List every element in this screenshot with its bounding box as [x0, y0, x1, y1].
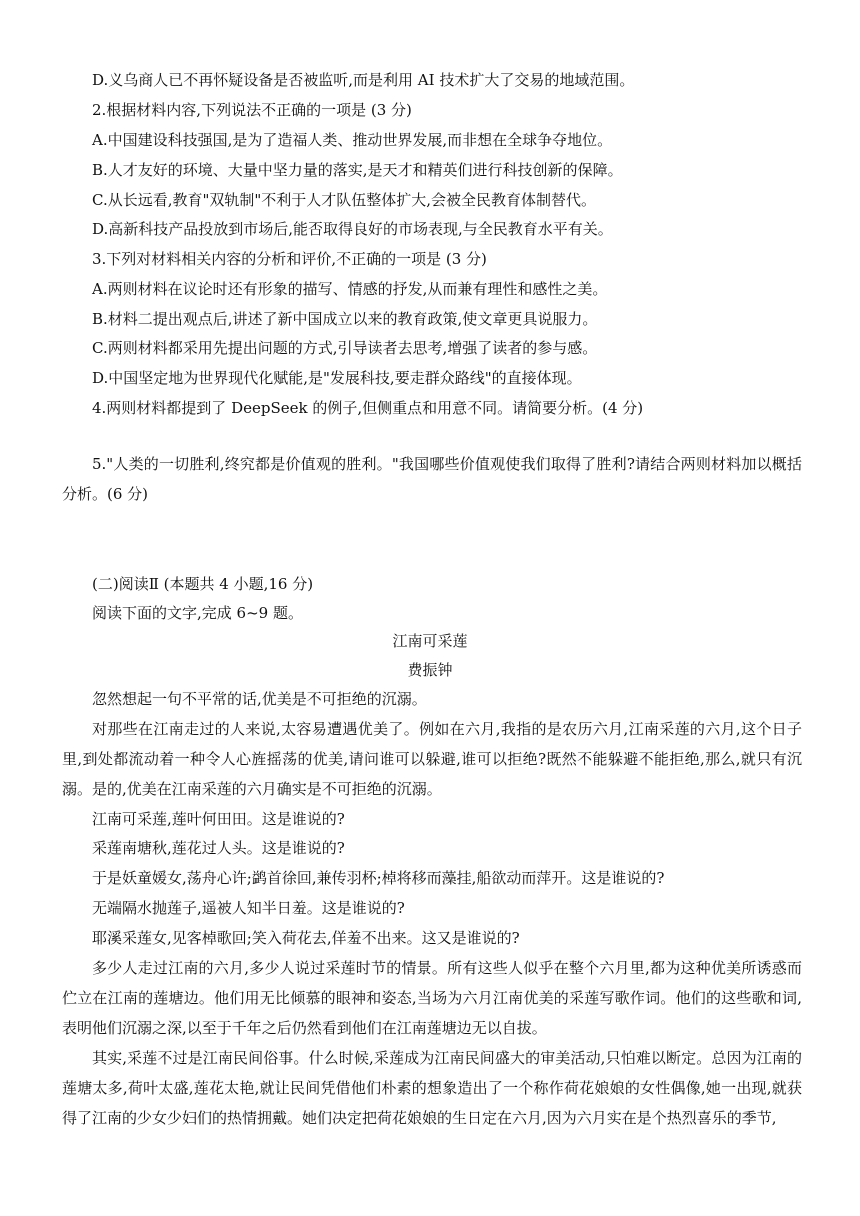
q5-stem: 5."人类的一切胜利,终究都是价值观的胜利。"我国哪些价值观使我们取得了胜利?请结合两则材料加以概括分析。(6 分): [62, 455, 802, 503]
q2-option-b: B.人才友好的环境、大量中坚力量的落实,是天才和精英们进行科技创新的保障。: [92, 161, 623, 179]
q3-option-d: D.中国坚定地为世界现代化赋能,是"发展科技,要走群众路线"的直接体现。: [92, 369, 582, 387]
article-paragraph: 忽然想起一句不平常的话,优美是不可拒绝的沉溺。: [92, 690, 427, 708]
article-paragraph: 对那些在江南走过的人来说,太容易遭遇优美了。例如在六月,我指的是农历六月,江南采莲的六月,这个日子里,到处都流动着一种令人心旌摇荡的优美,请问谁可以躲避,谁可以拒绝?既然不能躲避不能拒绝,那么,就只有沉溺。是的,优美在江南采莲的六月确实是不可拒绝的沉溺。: [62, 720, 802, 798]
article-paragraph: 其实,采莲不过是江南民间俗事。什么时候,采莲成为江南民间盛大的审美活动,只怕难以断定。总因为江南的莲塘太多,荷叶太盛,莲花太艳,就让民间凭借他们朴素的想象造出了一个称作荷花娘娘的女性偶像,她一出现,就获得了江南的少女少妇们的热情拥戴。她们决定把荷花娘娘的生日定在六月,因为六月实在是个热烈喜乐的季节,: [62, 1049, 802, 1127]
q3-stem: 3.下列对材料相关内容的分析和评价,不正确的一项是 (3 分): [92, 250, 487, 268]
q2-option-d: D.高新科技产品投放到市场后,能否取得良好的市场表现,与全民教育水平有关。: [92, 220, 613, 238]
q2-option-c: C.从长远看,教育"双轨制"不利于人才队伍整体扩大,会被全民教育体制替代。: [92, 191, 597, 209]
article-paragraph: 江南可采莲,莲叶何田田。这是谁说的?: [92, 810, 345, 828]
article-title: 江南可采莲: [392, 632, 468, 650]
q3-option-c: C.两则材料都采用先提出问题的方式,引导读者去思考,增强了读者的参与感。: [92, 339, 598, 357]
q4-stem: 4.两则材料都提到了 DeepSeek 的例子,但侧重点和用意不同。请简要分析。(4 分): [92, 399, 644, 417]
section-heading: (二)阅读Ⅱ (本题共 4 小题,16 分): [92, 575, 314, 593]
q3-option-a: A.两则材料在议论时还有形象的描写、情感的抒发,从而兼有理性和感性之美。: [92, 280, 608, 298]
section-instruction: 阅读下面的文字,完成 6~9 题。: [92, 604, 303, 622]
q1-option-d: D.义乌商人已不再怀疑设备是否被监听,而是利用 AI 技术扩大了交易的地域范围。: [92, 71, 635, 89]
article-paragraph: 于是妖童媛女,荡舟心许;鹢首徐回,兼传羽杯;棹将移而藻挂,船欲动而萍开。这是谁说的?: [92, 869, 665, 887]
article-author: 费振钟: [407, 661, 453, 679]
article-paragraph: 采莲南塘秋,莲花过人头。这是谁说的?: [92, 839, 345, 857]
article-paragraph: 耶溪采莲女,见客棹歌回;笑入荷花去,佯羞不出来。这又是谁说的?: [92, 929, 520, 947]
q3-option-b: B.材料二提出观点后,讲述了新中国成立以来的教育政策,使文章更具说服力。: [92, 310, 598, 328]
article-paragraph: 无端隔水抛莲子,遥被人知半日羞。这是谁说的?: [92, 899, 405, 917]
article-paragraph: 多少人走过江南的六月,多少人说过采莲时节的情景。所有这些人似乎在整个六月里,都为这种优美所诱惑而伫立在江南的莲塘边。他们用无比倾慕的眼神和姿态,当场为六月江南优美的采莲写歌作词。他们的这些歌和词,表明他们沉溺之深,以至于千年之后仍然看到他们在江南莲塘边无以自拔。: [62, 959, 802, 1037]
q2-stem: 2.根据材料内容,下列说法不正确的一项是 (3 分): [92, 101, 412, 119]
q2-option-a: A.中国建设科技强国,是为了造福人类、推动世界发展,而非想在全球争夺地位。: [92, 131, 613, 149]
